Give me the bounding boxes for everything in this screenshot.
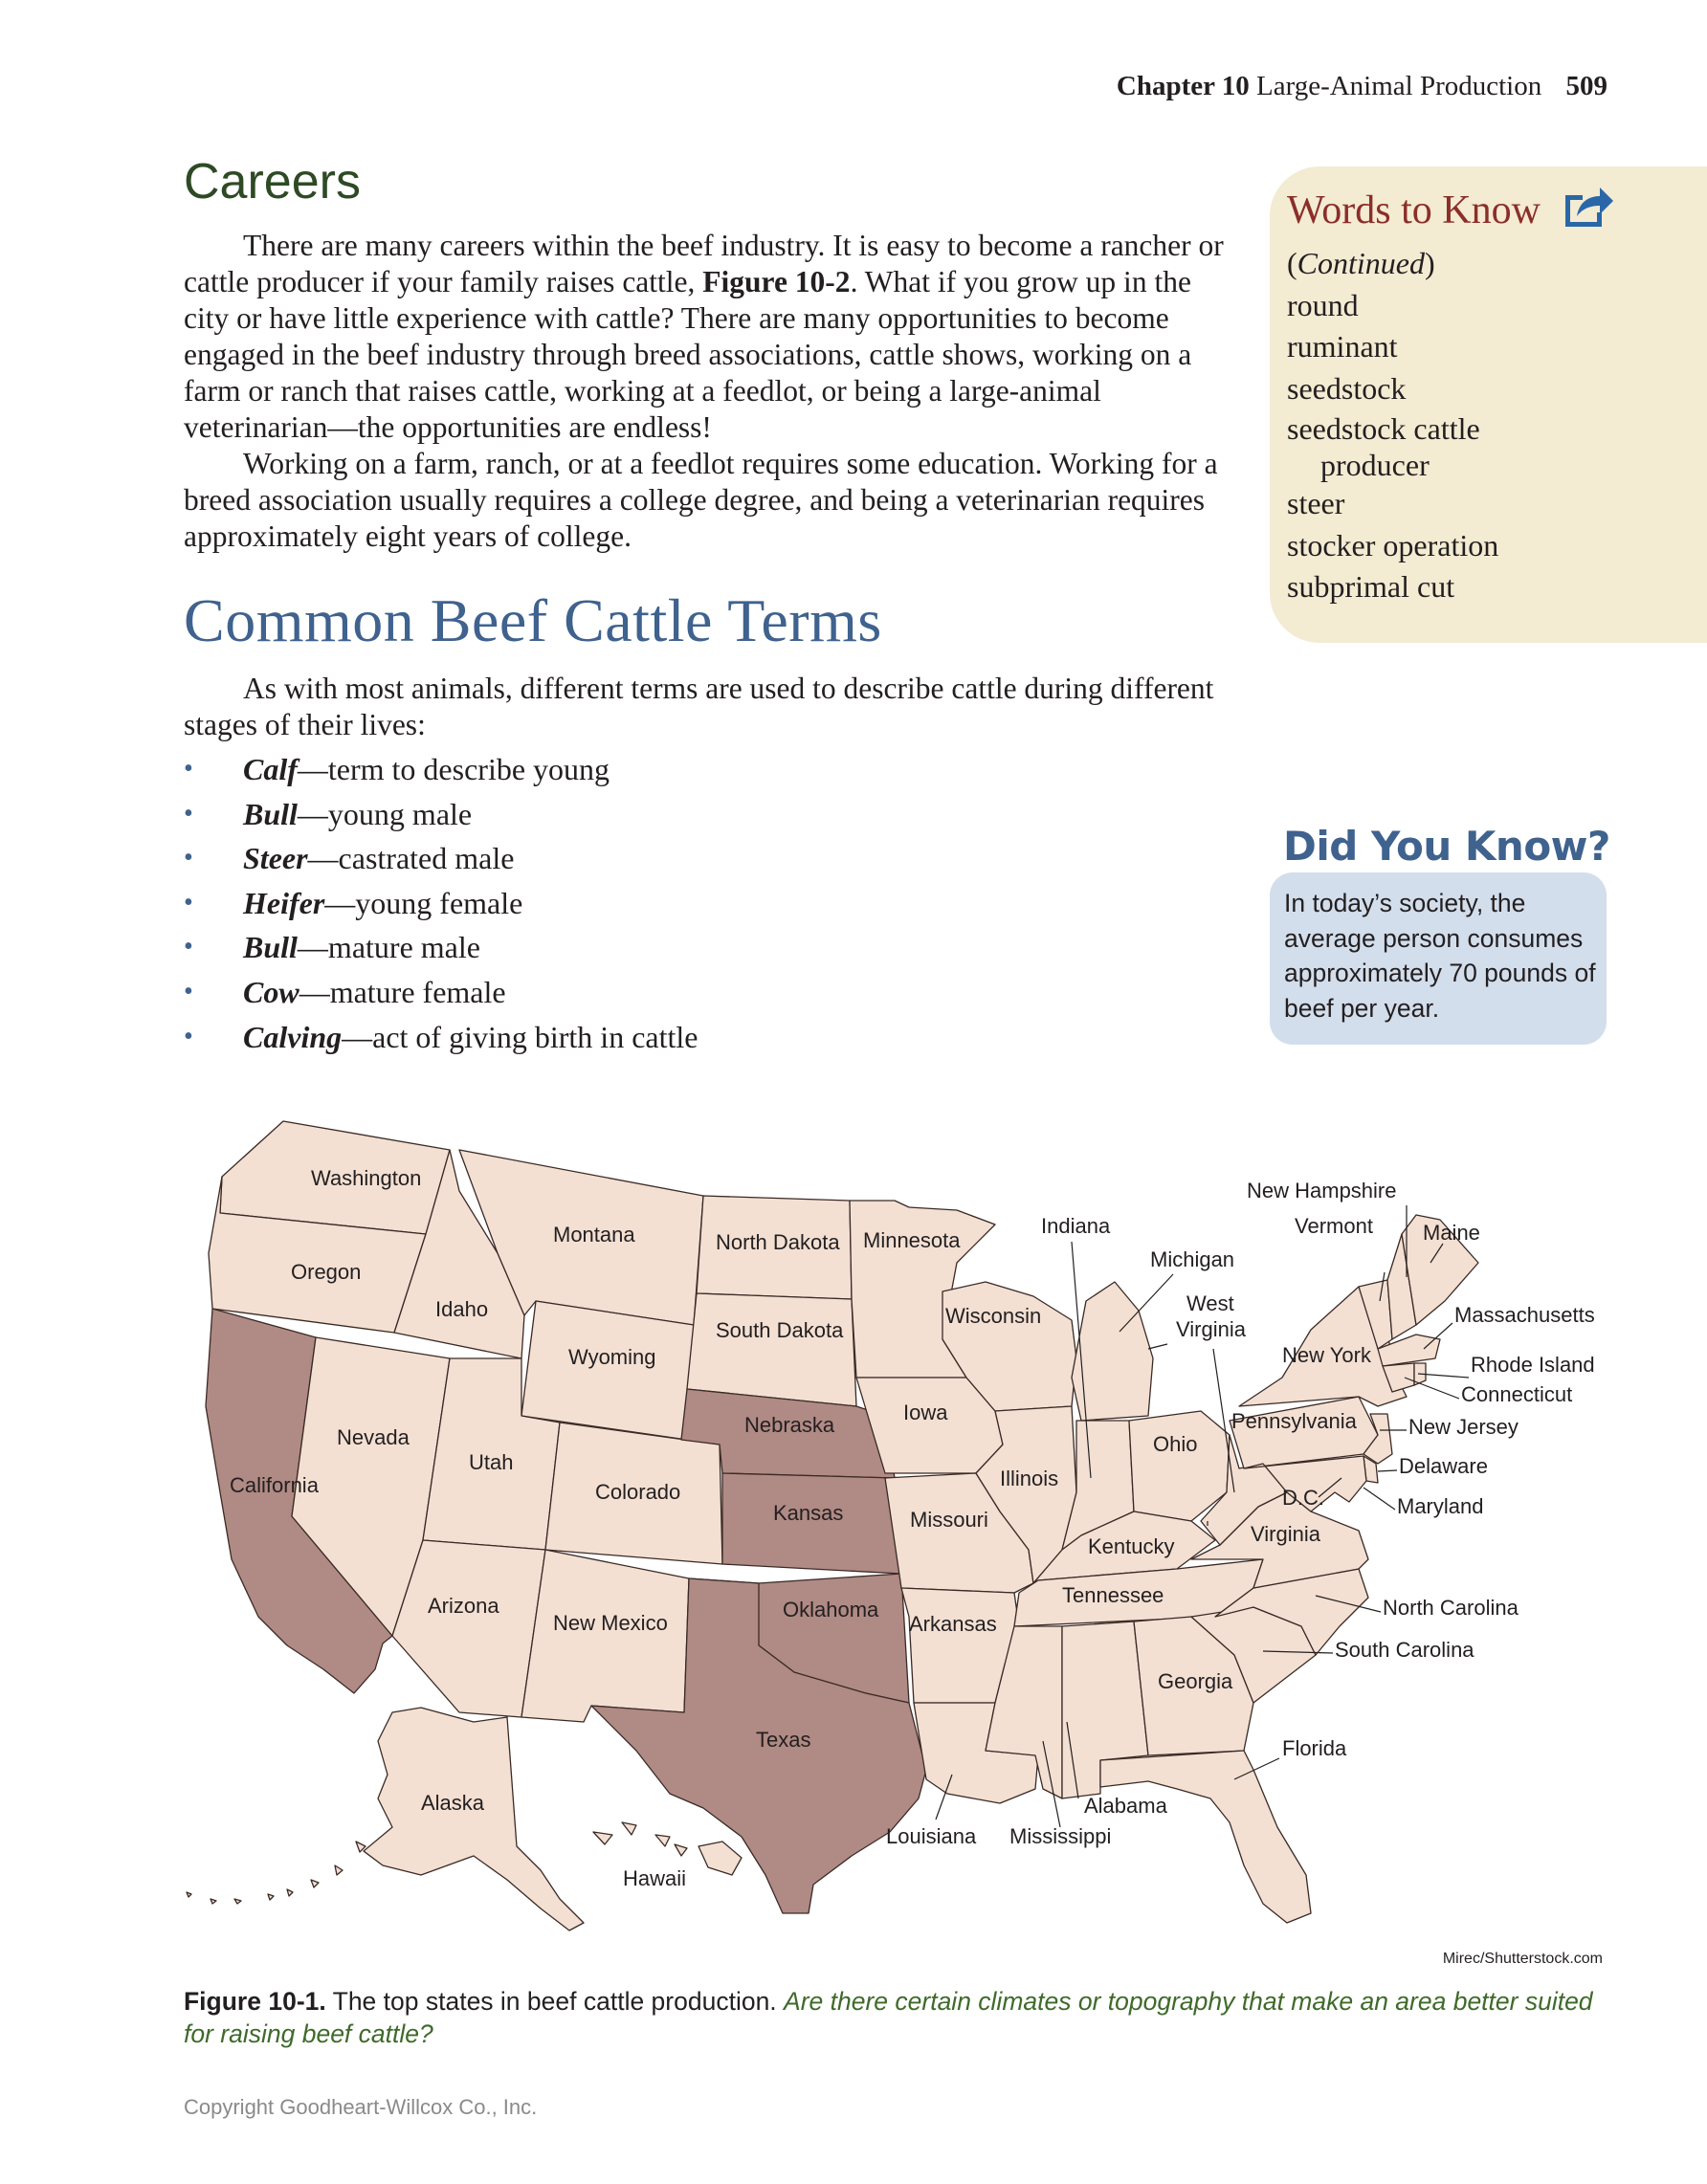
label-florida: Florida	[1282, 1736, 1347, 1760]
label-minnesota: Minnesota	[863, 1228, 961, 1252]
label-ohio: Ohio	[1153, 1432, 1198, 1456]
term-definition: —mature female	[299, 974, 506, 1009]
list-item	[184, 1015, 698, 1060]
state-hawaii	[698, 1842, 742, 1875]
vocab-word[interactable]: steer	[1287, 485, 1345, 520]
caption-question: Are there certain climates or topography that make an area better suited for raising beef cattle?	[184, 1987, 1593, 2048]
vocab-word[interactable]: seedstock	[1287, 371, 1407, 407]
label-connecticut: Connecticut	[1461, 1382, 1573, 1406]
label-alaska: Alaska	[421, 1791, 485, 1815]
label-utah: Utah	[469, 1450, 514, 1474]
term-definition: —young female	[324, 885, 523, 920]
state-ohio	[1129, 1411, 1230, 1521]
label-new-york: New York	[1282, 1343, 1371, 1367]
state-alaska	[364, 1708, 584, 1930]
continued-paren-close: )	[1424, 246, 1435, 280]
label-south-dakota: South Dakota	[716, 1318, 844, 1342]
island-shape	[593, 1832, 612, 1844]
vocab-word[interactable]: subprimal cut	[1287, 569, 1455, 605]
page-number: 509	[1565, 71, 1607, 101]
careers-paragraph-1	[184, 228, 1236, 446]
words-to-know-list	[1287, 243, 1498, 608]
label-indiana: Indiana	[1041, 1214, 1111, 1238]
label-texas: Texas	[756, 1728, 811, 1752]
did-you-know-title: Did You Know?	[1283, 823, 1610, 870]
label-dc: D.C.	[1282, 1486, 1324, 1510]
term: Cow	[243, 974, 299, 1009]
label-missouri: Missouri	[910, 1508, 988, 1532]
terms-list	[184, 747, 698, 1059]
label-south-carolina: South Carolina	[1335, 1638, 1474, 1662]
label-north-carolina: North Carolina	[1383, 1596, 1519, 1620]
island-shape	[234, 1899, 241, 1904]
careers-heading: Careers	[184, 154, 361, 210]
term-definition: —term to describe young	[297, 752, 610, 786]
copyright: Copyright Goodheart-Willcox Co., Inc.	[184, 2095, 538, 2119]
continued-paren-open: (	[1287, 246, 1297, 280]
external-link-icon[interactable]	[1560, 182, 1615, 230]
state-new-mexico	[521, 1550, 689, 1722]
island-shape	[287, 1889, 293, 1896]
label-new-jersey: New Jersey	[1408, 1415, 1519, 1439]
label-louisiana: Louisiana	[886, 1824, 977, 1848]
label-maine: Maine	[1423, 1221, 1480, 1245]
image-credit: Mirec/Shutterstock.com	[1442, 1951, 1603, 1967]
island-shape	[335, 1865, 343, 1875]
term: Steer	[243, 841, 308, 876]
chapter-title: Large-Animal Production	[1255, 71, 1542, 101]
label-maryland: Maryland	[1397, 1494, 1484, 1518]
term-definition: —act of giving birth in cattle	[342, 1019, 698, 1054]
label-idaho: Idaho	[435, 1297, 489, 1321]
label-virginia: Virginia	[1251, 1522, 1320, 1546]
state-michigan	[1072, 1282, 1153, 1421]
label-arkansas: Arkansas	[909, 1612, 997, 1636]
list-item	[184, 836, 698, 881]
state-south-dakota	[687, 1293, 856, 1406]
vocab-word[interactable]: stocker operation	[1287, 527, 1499, 563]
us-beef-map	[0, 1100, 1707, 1942]
terms-heading: Common Beef Cattle Terms	[184, 586, 882, 654]
label-alabama: Alabama	[1084, 1794, 1167, 1818]
island-shape	[675, 1844, 687, 1856]
term-definition: —mature male	[297, 930, 480, 965]
label-delaware: Delaware	[1399, 1454, 1488, 1478]
running-header	[1117, 71, 1607, 102]
label-nevada: Nevada	[337, 1425, 410, 1449]
leader-line	[1378, 1470, 1397, 1471]
label-mississippi: Mississippi	[1009, 1824, 1112, 1848]
vocab-word[interactable]: seedstock cattle	[1287, 410, 1480, 446]
caption-text: The top states in beef cattle production.	[325, 1987, 785, 2016]
continued-note	[1287, 243, 1498, 285]
term-definition: —castrated male	[307, 841, 515, 876]
term: Bull	[243, 796, 298, 831]
island-shape	[268, 1894, 274, 1900]
list-item	[184, 925, 698, 970]
list-item	[184, 792, 698, 837]
term: Bull	[243, 930, 298, 965]
state-florida	[1100, 1751, 1311, 1923]
did-you-know-text: In today’s society, the average person consumes approximately 70 pounds of beef per year.	[1284, 889, 1596, 1023]
figure-ref[interactable]: Figure 10-2	[702, 265, 851, 298]
island-shape	[187, 1892, 191, 1897]
terms-intro-block	[184, 671, 1236, 743]
label-west-virginia-1: West	[1186, 1291, 1234, 1315]
term: Heifer	[243, 885, 325, 920]
term-definition: —young male	[297, 796, 473, 831]
label-new-mexico: New Mexico	[553, 1611, 668, 1635]
state-wyoming	[521, 1301, 694, 1440]
label-wisconsin: Wisconsin	[945, 1304, 1042, 1328]
label-rhode-island: Rhode Island	[1471, 1353, 1595, 1377]
vocab-word[interactable]: ruminant	[1287, 329, 1398, 364]
leader-line	[1405, 1378, 1459, 1399]
label-montana: Montana	[553, 1223, 635, 1246]
leader-line	[1363, 1488, 1395, 1510]
label-washington: Washington	[311, 1166, 422, 1190]
label-michigan: Michigan	[1150, 1247, 1235, 1271]
label-oregon: Oregon	[291, 1260, 362, 1284]
label-tennessee: Tennessee	[1062, 1583, 1164, 1607]
chapter-number: Chapter 10	[1116, 71, 1250, 101]
continued-label: Continued	[1297, 246, 1425, 280]
label-kansas: Kansas	[773, 1501, 844, 1525]
label-north-dakota: North Dakota	[716, 1230, 840, 1254]
label-new-hampshire: New Hampshire	[1247, 1179, 1397, 1202]
vocab-word-continuation[interactable]: producer	[1320, 447, 1430, 482]
figure-caption	[184, 1985, 1600, 2050]
careers-p1-text-b: . What if you grow up in the city or have little experience with cattle? There are many opportunities to become engaged in the beef industry through breed associations, cattle shows, working on a farm or ranch that raises cattle, working at a feedlot, or being a large-animal veterinarian—the opportunities are endless!	[184, 265, 1192, 444]
label-iowa: Iowa	[903, 1401, 948, 1424]
term: Calf	[243, 752, 298, 786]
label-nebraska: Nebraska	[744, 1413, 835, 1437]
list-item	[184, 747, 698, 792]
island-shape	[655, 1835, 670, 1846]
list-item	[184, 970, 698, 1015]
label-west-virginia-2: Virginia	[1176, 1317, 1246, 1341]
figure-label: Figure 10-1.	[184, 1987, 326, 2016]
state-arizona	[392, 1540, 545, 1717]
label-massachusetts: Massachusetts	[1454, 1303, 1595, 1327]
label-hawaii: Hawaii	[623, 1866, 687, 1890]
terms-intro: As with most animals, different terms are used to describe cattle during different stages of their lives:	[184, 672, 1214, 741]
label-oklahoma: Oklahoma	[783, 1598, 879, 1621]
label-arizona: Arizona	[428, 1594, 499, 1618]
label-georgia: Georgia	[1158, 1669, 1233, 1693]
vocab-word[interactable]: round	[1287, 287, 1359, 322]
label-colorado: Colorado	[595, 1480, 681, 1504]
leader-line	[1148, 1344, 1167, 1349]
words-to-know-title: Words to Know	[1287, 188, 1541, 232]
label-california: California	[230, 1473, 319, 1497]
list-item	[184, 881, 698, 926]
label-wyoming: Wyoming	[568, 1345, 656, 1369]
label-kentucky: Kentucky	[1088, 1534, 1175, 1558]
careers-text	[184, 228, 1236, 555]
island-shape	[622, 1822, 636, 1835]
label-illinois: Illinois	[1000, 1467, 1059, 1490]
label-pennsylvania: Pennsylvania	[1231, 1409, 1357, 1433]
careers-p1-text-a: There are many careers within the beef industry. It is easy to become a rancher or cattle producer if your family raises cattle,	[184, 229, 1224, 298]
careers-paragraph-2: Working on a farm, ranch, or at a feedlot requires some education. Working for a breed association usually requires a college degree, and being a veterinarian requires approximately eight years of college.	[184, 447, 1218, 553]
island-shape	[311, 1880, 319, 1887]
term: Calving	[243, 1019, 343, 1054]
island-shape	[211, 1899, 216, 1904]
label-vermont: Vermont	[1295, 1214, 1373, 1238]
